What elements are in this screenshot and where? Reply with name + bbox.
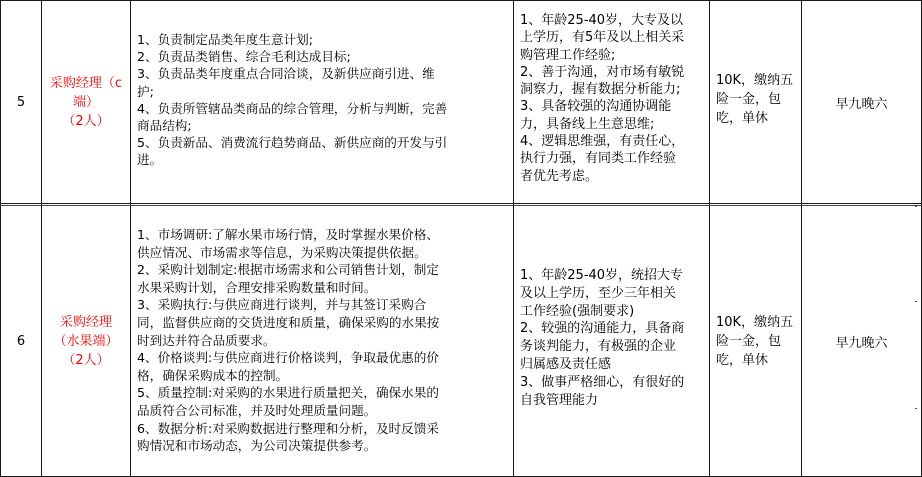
salary-benefits <box>710 313 801 383</box>
requirement-line: 归属感及责任感 <box>520 356 612 372</box>
duty-line: 格，确保采购成本的控制。 <box>137 367 289 383</box>
duty-line: 护; <box>137 83 154 99</box>
salary-line: 10K，缴纳五 <box>716 315 794 330</box>
duty-line: 3、负责品类年度重点合同洽谈，及新供应商引进、维 <box>137 66 435 82</box>
duty-line: 5、质量控制:对采购的水果进行质量把关，确保水果的 <box>137 385 439 401</box>
duty-line: 2、采购计划制定:根据市场需求和公司销售计划，制定 <box>137 262 439 278</box>
requirement-line: 4、逻辑思维强，有责任心， <box>520 134 685 150</box>
requirement-line: 2、善于沟通，对市场有敏锐 <box>520 64 685 80</box>
job-duties <box>131 31 513 203</box>
grid-line <box>0 205 922 206</box>
requirement-line: 1、年龄25-40岁，统招大专 <box>520 268 684 283</box>
job-requirements <box>514 267 709 417</box>
salary-line: 吃，单休 <box>716 111 769 126</box>
duty-line: 商品结构; <box>137 118 192 134</box>
duty-line: 1、负责制定品类年度生意计划; <box>137 32 313 47</box>
duty-line: 同，监督供应商的交货进度和质量，确保采购的水果按 <box>137 314 440 330</box>
duty-line: 购情况和市场动态，为公司决策提供参考。 <box>137 438 377 454</box>
duty-line: 4、价格谈判:与供应商进行价格谈判，争取最优惠的价 <box>137 350 439 366</box>
working-hours: 早九晚六 <box>835 335 888 351</box>
grid-line <box>0 203 922 204</box>
requirement-line: 及以上学历，至少三年相关 <box>520 285 677 301</box>
position-line: 采购经理（c <box>49 75 123 91</box>
position-line: （2人） <box>62 113 110 129</box>
requirement-line: 者优先考虑。 <box>520 168 599 184</box>
grid-line <box>0 0 922 1</box>
duty-line: 3、采购执行:与供应商进行谈判，并与其签订采购合 <box>137 297 427 313</box>
position-line: 采购经理 <box>59 314 112 330</box>
duty-line: 2、负责品类销售、综合毛利达成目标; <box>137 49 351 65</box>
duty-line: 6、数据分析:对采购数据进行整理和分析，及时反馈采 <box>137 420 439 436</box>
working-hours: 早九晚六 <box>835 96 888 112</box>
duty-line: 水果采购计划，合理安排采购数量和时间。 <box>137 279 377 295</box>
duty-line: 进。 <box>137 152 163 168</box>
position-line: 端） <box>72 94 99 110</box>
duty-line: 时到达并符合品质要求。 <box>137 332 276 348</box>
salary-benefits <box>710 71 801 141</box>
position-line: （2人） <box>62 352 110 368</box>
duty-line: 1、市场调研:了解水果市场行情，及时掌握水果价格、 <box>137 227 439 242</box>
duty-line: 5、负责新品、消费流行趋势商品、新供应商的开发与引 <box>137 135 448 151</box>
requirement-line: 力，具备线上生意思维; <box>520 116 655 132</box>
requirement-line: 购管理工作经验; <box>520 47 616 63</box>
row-number: 5 <box>16 94 26 110</box>
position-title <box>42 1 130 203</box>
requirement-line: 3、做事严格细心，有很好的 <box>520 374 685 390</box>
requirement-line: 1、年龄25-40岁，大专及以 <box>520 13 684 28</box>
salary-line: 险一金，包 <box>716 92 782 107</box>
salary-line: 险一金，包 <box>716 334 782 349</box>
duty-line: 品质符合公司标准，并及时处理质量问题。 <box>137 402 377 418</box>
requirement-line: 上学历，有5年及以上相关采 <box>520 30 685 46</box>
duty-line: 4、负责所管辖品类商品的综合管理，分析与判断，完善 <box>137 100 448 116</box>
position-title <box>42 206 130 476</box>
requirement-line: 务谈判能力，有极强的企业 <box>520 339 677 355</box>
duty-line: 供应情况、市场需求等信息，为采购决策提供依据。 <box>137 244 427 260</box>
job-requirements <box>514 12 709 203</box>
requirement-line: 3、具备较强的沟通协调能 <box>520 99 672 115</box>
salary-line: 10K，缴纳五 <box>716 73 794 88</box>
row-number: 6 <box>16 333 26 349</box>
requirement-line: 工作经验(强制要求) <box>520 303 635 319</box>
requirement-line: 执行力强，有同类工作经验 <box>520 151 677 167</box>
job-duties <box>131 226 513 476</box>
requirement-line: 洞察力，握有数据分析能力; <box>520 82 681 98</box>
salary-line: 吃，单休 <box>716 353 769 368</box>
position-line: （水果端） <box>53 333 119 349</box>
requirement-line: 2、较强的沟通能力，具备商 <box>520 321 685 337</box>
requirement-line: 自我管理能力 <box>520 392 599 408</box>
